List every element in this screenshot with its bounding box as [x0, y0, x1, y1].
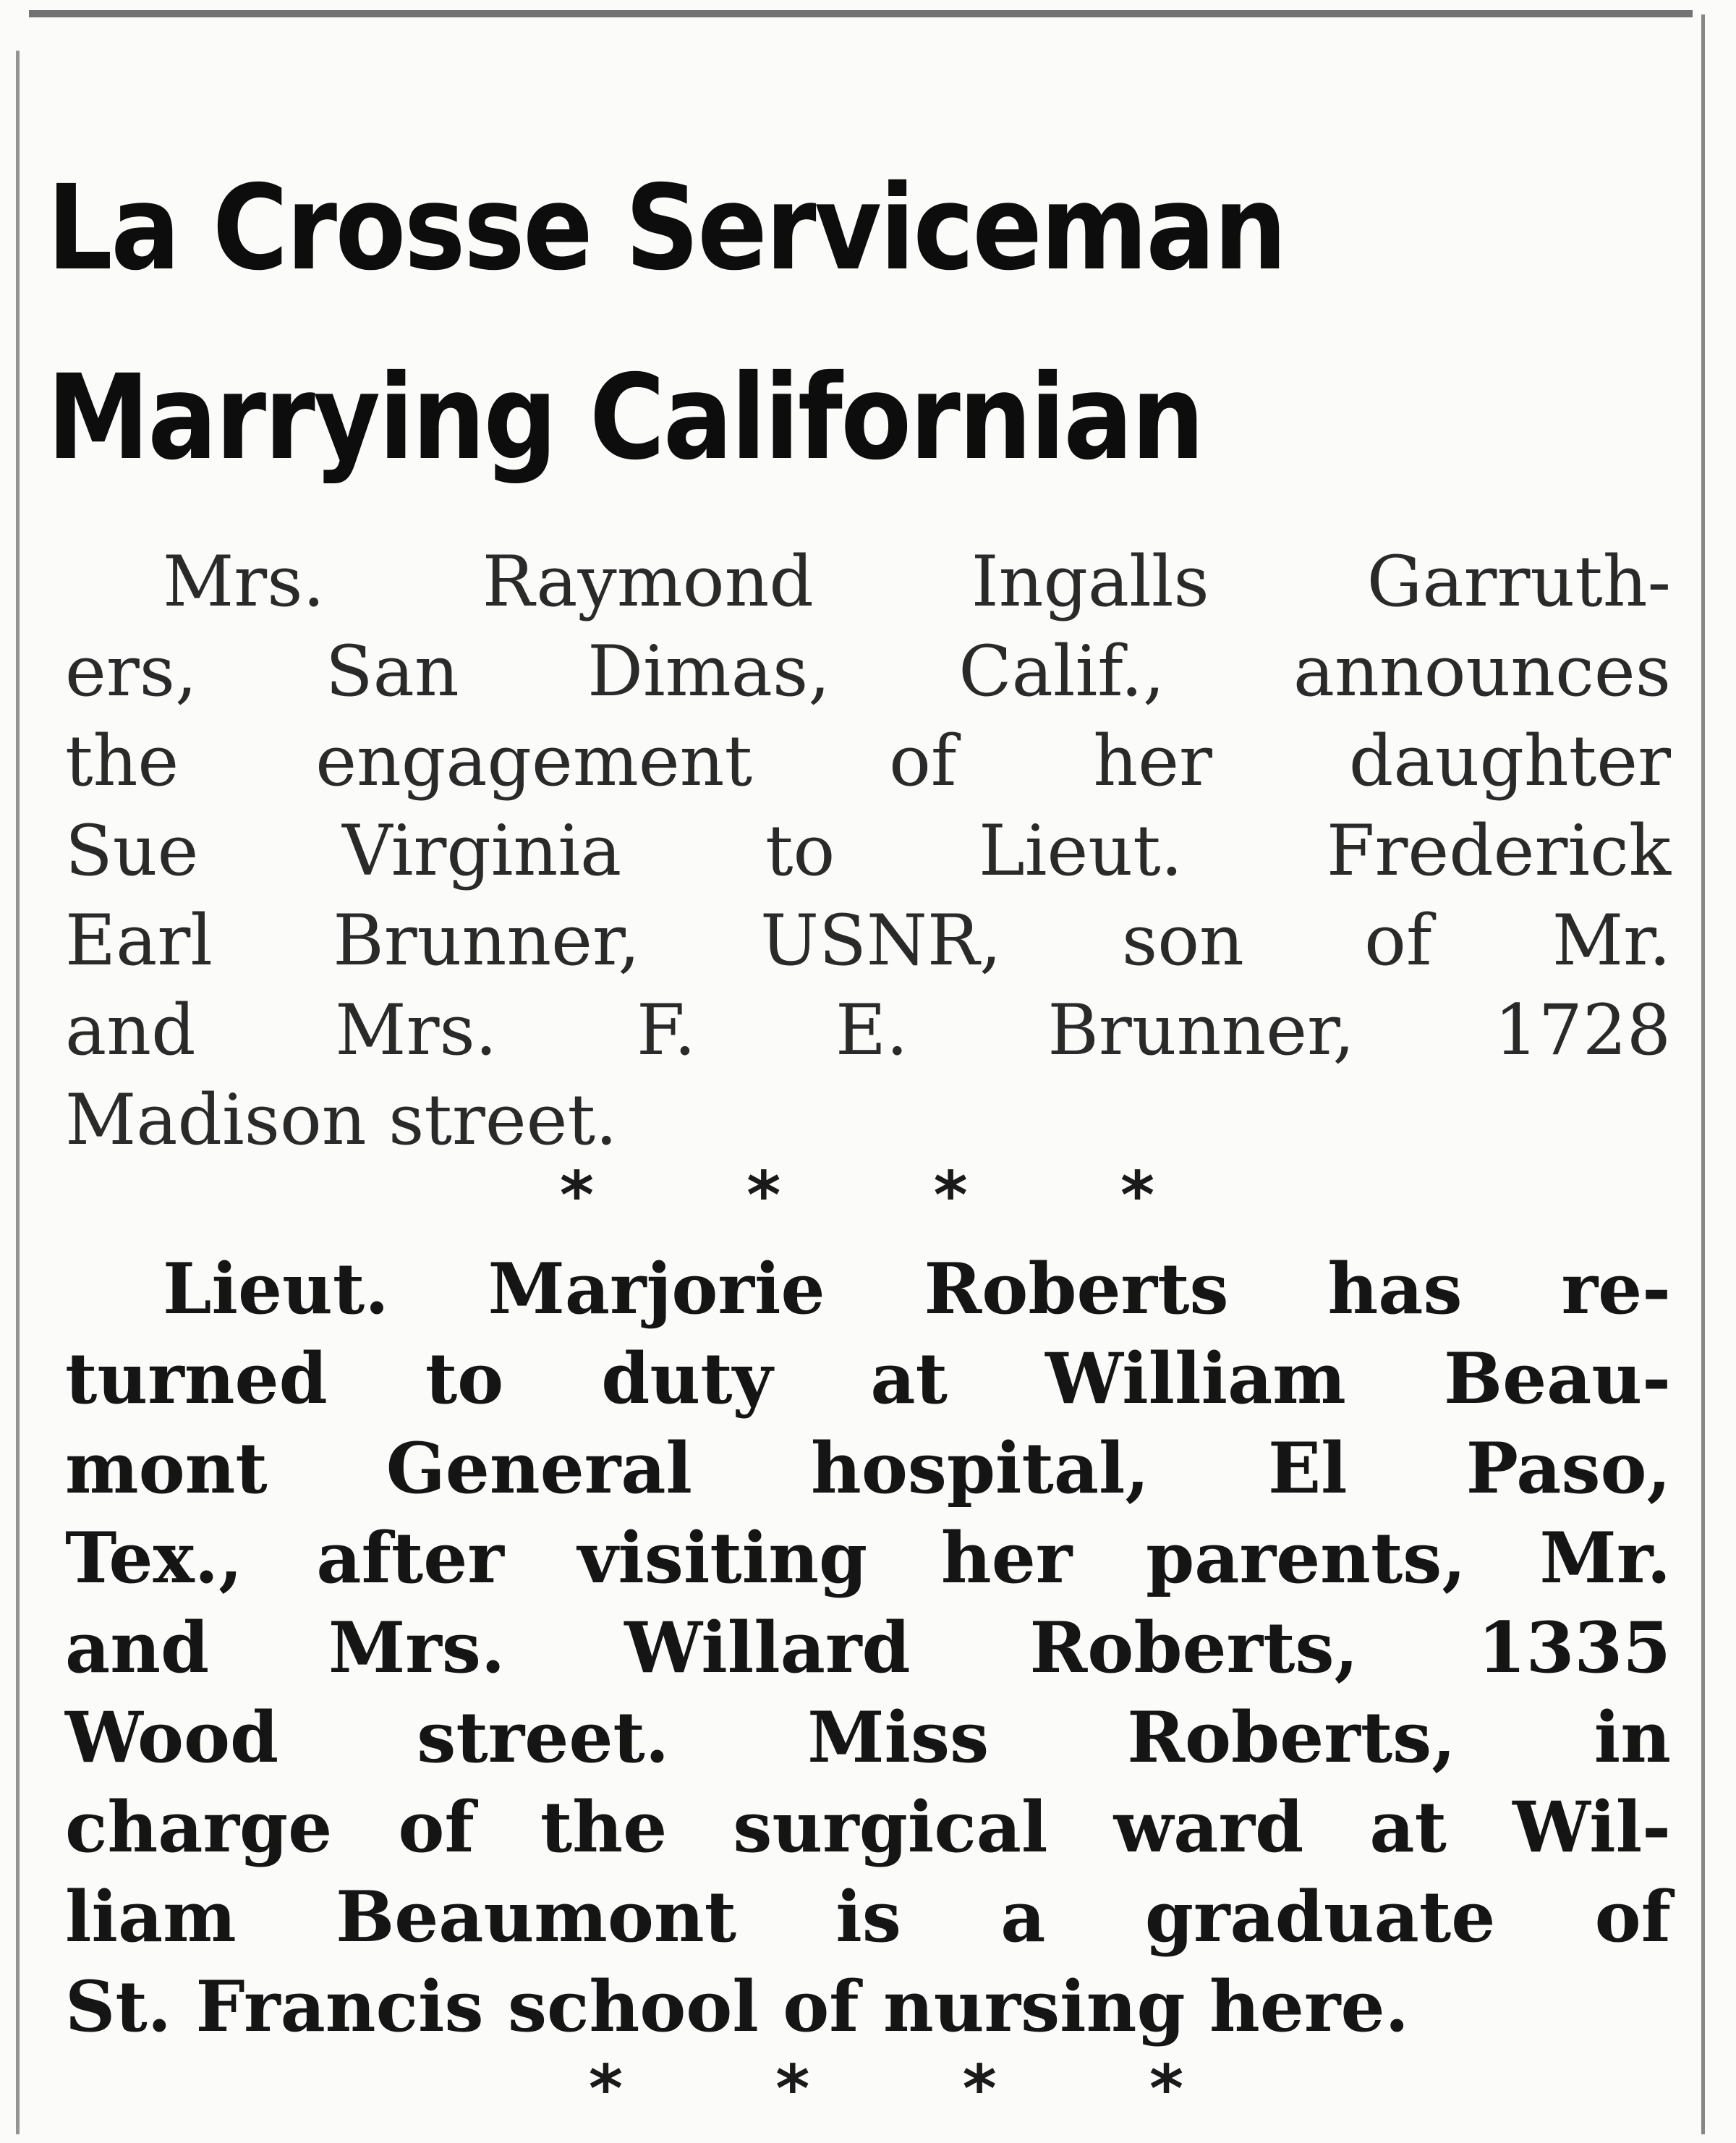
text-line: St. Francis school of nursing here. — [65, 1966, 1409, 2047]
text-line: turned to duty at William Beau- — [65, 1338, 1671, 1420]
headline — [47, 134, 1473, 513]
right-border-rule — [1701, 14, 1705, 2134]
asterisk-divider: * * * * — [559, 1158, 1220, 1234]
engagement-paragraph — [65, 537, 1671, 1165]
headline-line-2: Marrying Californian — [47, 350, 1203, 486]
text-line: Tex., after visiting her parents, Mr. — [65, 1517, 1671, 1599]
text-line: Wood street. Miss Roberts, in — [65, 1697, 1671, 1778]
text-line: Madison street. — [65, 1079, 618, 1160]
left-border-rule — [16, 51, 20, 2134]
text-line: the engagement of her daughter — [65, 721, 1671, 802]
asterisk-divider: * * * * — [588, 2051, 1249, 2127]
headline-line-1: La Crosse Serviceman — [47, 161, 1285, 297]
text-line: charge of the surgical ward at Wil- — [65, 1786, 1671, 1868]
text-line: Lieut. Marjorie Roberts has re- — [163, 1248, 1671, 1330]
top-border-rule — [29, 10, 1693, 17]
text-line: Sue Virginia to Lieut. Frederick — [65, 810, 1671, 891]
text-line: and Mrs. Willard Roberts, 1335 — [65, 1607, 1671, 1689]
nurse-paragraph — [65, 1244, 1671, 2052]
text-line: mont General hospital, El Paso, — [65, 1427, 1671, 1509]
text-line: Mrs. Raymond Ingalls Garruth- — [163, 541, 1671, 622]
text-line: ers, San Dimas, Calif., announces — [65, 631, 1671, 712]
text-line: liam Beaumont is a graduate of — [65, 1876, 1671, 1958]
text-line: Earl Brunner, USNR, son of Mr. — [65, 900, 1671, 981]
text-line: and Mrs. F. E. Brunner, 1728 — [65, 990, 1671, 1071]
